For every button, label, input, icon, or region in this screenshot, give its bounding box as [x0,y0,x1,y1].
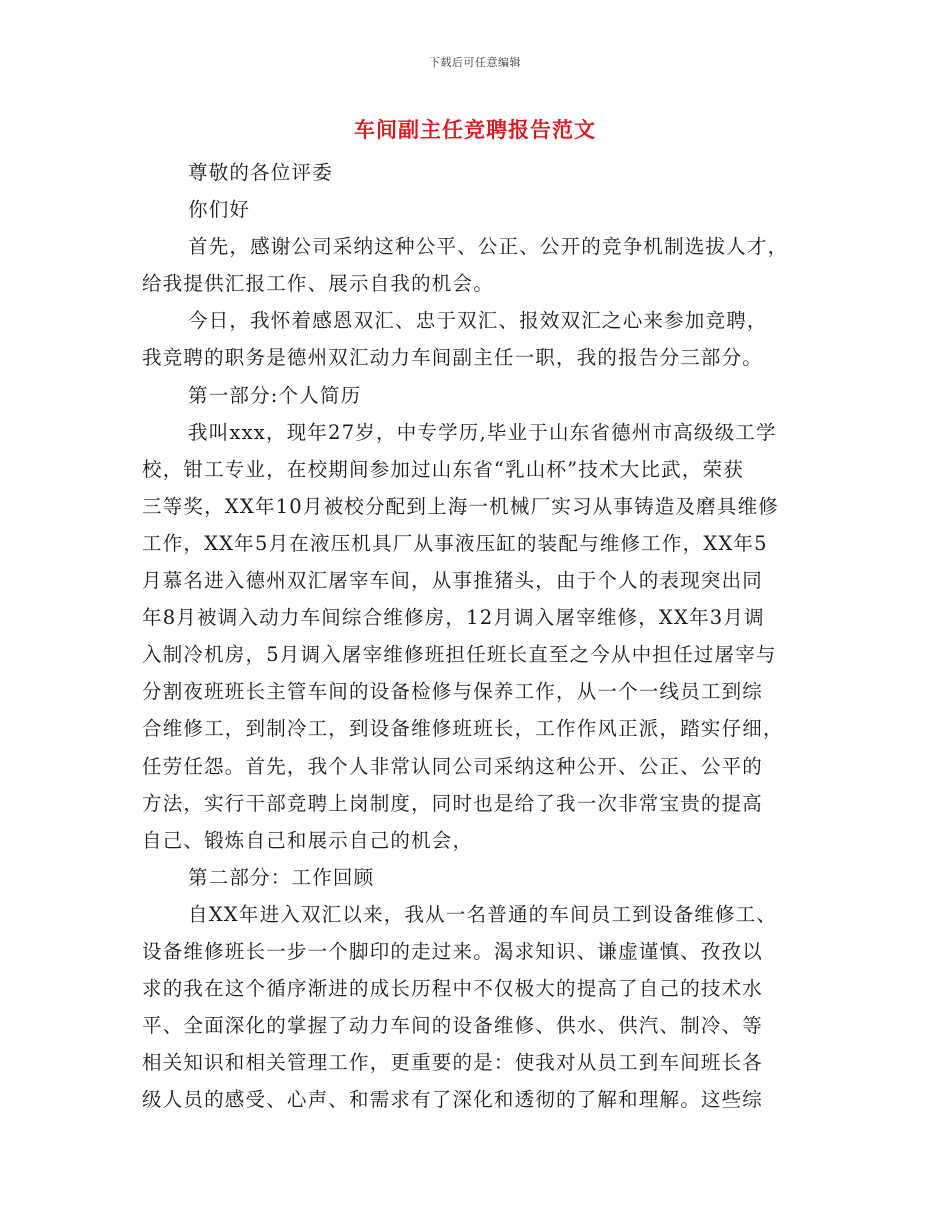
text-line: 自XX年进入双汇以来，我从一名普通的车间员工到设备维修工、 [188,902,778,926]
text-line: 我叫xxx，现年27岁，中专学历,毕业于山东省德州市高级级工学 [188,420,777,444]
text-line: 校，钳工专业，在校期间参加过山东省“乳山杯”技术大比武，荣获 [142,457,744,481]
header-note: 下载后可任意编辑 [429,56,521,69]
text-line: 自己、锻炼自己和展示自己的机会， [142,828,474,852]
text-line: 任劳任怨。首先，我个人非常认同公司采纳这种公开、公正、公平的 [142,754,764,778]
text-line: 方法，实行干部竞聘上岗制度，同时也是给了我一次非常宝贵的提高 [142,791,764,815]
text-line: 第一部分:个人简历 [188,383,362,407]
text-line: 给我提供汇报工作、展示自我的机会。 [142,272,494,296]
text-line: 相关知识和相关管理工作，更重要的是：使我对从员工到车间班长各 [142,1051,764,1075]
text-line: 求的我在这个循序渐进的成长历程中不仅极大的提高了自己的技术水 [142,977,764,1001]
text-line: 分割夜班班长主管车间的设备检修与保养工作，从一个一线员工到综 [142,680,764,704]
text-line: 首先，感谢公司采纳这种公平、公正、公开的竞争机制选拔人才， [188,235,789,259]
text-line: 你们好 [188,198,251,222]
text-line: 设备维修班长一步一个脚印的走过来。渴求知识、谦虚谨慎、孜孜以 [142,939,764,963]
text-line: 第二部分：工作回顾 [188,865,375,889]
text-line: 我竞聘的职务是德州双汇动力车间副主任一职，我的报告分三部分。 [142,346,764,370]
text-line: 三等奖，XX年10月被校分配到上海一机械厂实习从事铸造及磨具维修 [142,494,779,518]
document-body [142,154,810,1118]
text-line: 今日，我怀着感恩双汇、忠于双汇、报效双汇之心来参加竞聘， [188,309,768,333]
text-line: 平、全面深化的掌握了动力车间的设备维修、供水、供汽、制冷、等 [142,1014,764,1038]
text-line: 入制冷机房，5月调入屠宰维修班担任班长直至之今从中担任过屠宰与 [142,643,777,667]
text-line: 工作，XX年5月在液压机具厂从事液压缸的装配与维修工作，XX年5 [142,531,768,555]
text-line: 年8月被调入动力车间综合维修房，12月调入屠宰维修，XX年3月调 [142,606,765,630]
text-line: 尊敬的各位评委 [188,161,333,184]
document-title: 车间副主任竞聘报告范文 [354,117,596,142]
text-line: 合维修工，到制冷工，到设备维修班班长，工作作风正派，踏实仔细， [142,717,784,741]
text-line: 月慕名进入德州双汇屠宰车间，从事推猪头，由于个人的表现突出同 [142,569,764,593]
text-line: 级人员的感受、心声、和需求有了深化和透彻的了解和理解。这些综 [142,1088,764,1112]
